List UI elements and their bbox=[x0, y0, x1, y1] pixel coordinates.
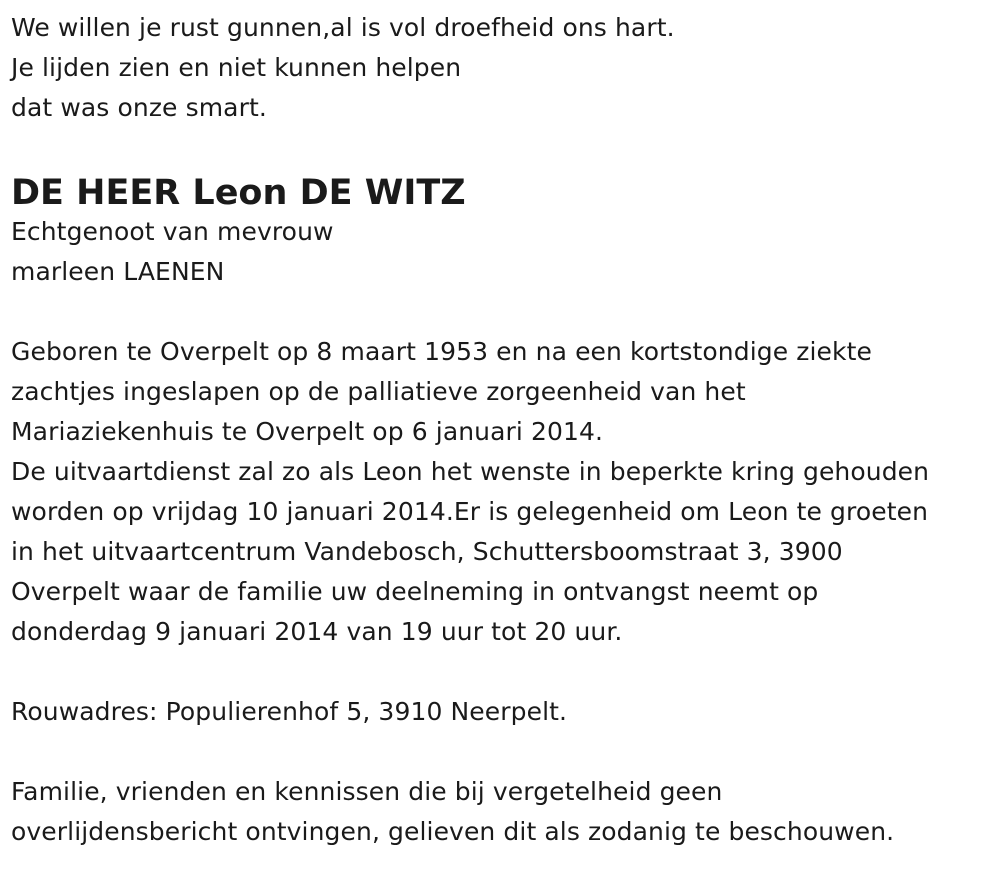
details-line: Geboren te Overpelt op 8 maart 1953 en na een kortstondige ziekte bbox=[11, 337, 872, 366]
details-line: donderdag 9 januari 2014 van 19 uur tot 20 uur. bbox=[11, 617, 623, 646]
details-line: zachtjes ingeslapen op de palliatieve zorgeenheid van het bbox=[11, 377, 746, 406]
closing-line: Familie, vrienden en kennissen die bij vergetelheid geen bbox=[11, 777, 723, 806]
relation-line: Echtgenoot van mevrouw bbox=[11, 217, 334, 246]
closing-paragraph bbox=[11, 772, 996, 852]
details-line: worden op vrijdag 10 januari 2014.Er is gelegenheid om Leon te groeten bbox=[11, 497, 929, 526]
poem bbox=[11, 8, 996, 128]
details-line: in het uitvaartcentrum Vandebosch, Schuttersboomstraat 3, 3900 bbox=[11, 537, 843, 566]
details-line: Overpelt waar de familie uw deelneming in ontvangst neemt op bbox=[11, 577, 819, 606]
relation-line: marleen LAENEN bbox=[11, 257, 225, 286]
details-line: Mariaziekenhuis te Overpelt op 6 januari 2014. bbox=[11, 417, 604, 446]
relation bbox=[11, 212, 996, 292]
poem-line: Je lijden zien en niet kunnen helpen bbox=[11, 53, 462, 82]
details-paragraph bbox=[11, 332, 996, 652]
spacer bbox=[11, 732, 996, 772]
closing-line: overlijdensbericht ontvingen, gelieven dit als zodanig te beschouwen. bbox=[11, 817, 895, 846]
obituary-document bbox=[11, 8, 996, 852]
poem-line: dat was onze smart. bbox=[11, 93, 267, 122]
details-line: De uitvaartdienst zal zo als Leon het wenste in beperkte kring gehouden bbox=[11, 457, 930, 486]
poem-line: We willen je rust gunnen,al is vol droefheid ons hart. bbox=[11, 13, 675, 42]
mourning-address: Rouwadres: Populierenhof 5, 3910 Neerpelt. bbox=[11, 697, 568, 726]
deceased-name: DE HEER Leon DE WITZ bbox=[11, 173, 466, 213]
spacer bbox=[11, 128, 996, 168]
spacer bbox=[11, 292, 996, 332]
spacer bbox=[11, 652, 996, 692]
